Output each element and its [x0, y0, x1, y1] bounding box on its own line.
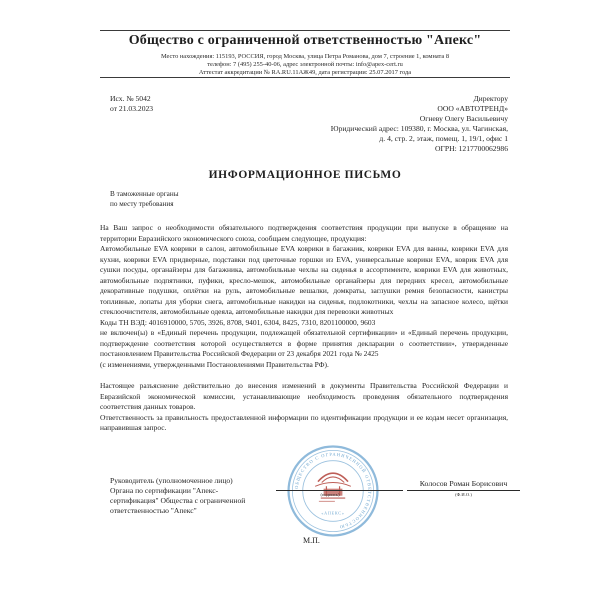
customs-note: [110, 190, 179, 209]
recipient-line: Директору: [473, 94, 508, 103]
customs-note-line: по месту требования: [110, 199, 174, 208]
signatory-name: Колосов Роман Борисович: [419, 479, 508, 488]
letter-title: ИНФОРМАЦИОННОЕ ПИСЬМО: [208, 169, 402, 181]
recipient-block: [252, 94, 508, 154]
paragraph-intro: На Ваш запрос о необходимости обязательного подтверждения соответствия продукции при выпуске в обращение на территории Евразийского экономического союза, сообщаем следующее, продукция:: [100, 223, 508, 243]
recipient-line: д. 4, стр. 2, этаж, помещ. 1, 19/1, офис 1: [379, 134, 508, 143]
recipient-line: Огневу Олегу Васильевичу: [419, 114, 508, 123]
name-line: [407, 490, 520, 491]
reference-date: от 21.03.2023: [110, 104, 154, 113]
paragraph-products: Автомобильные EVA коврики в салон, автомобильные EVA коврики в багажник, коврики EVA для ванны, коврики EVA для кухни, коврики EVA придверные, подставки под цветочные горшки из EVA, универсальные коврики EVA, коврик EVA для сушки посуды, органайзеры для багажника, автомобильные чехлы на сиденья в ассортименте, коврики EVA для животных, автомобильные подпятники, пуфики, кресло-мешок, автомобильные органайзеры для передних кресел, автомобильные декоративные подушки, оплётки на руль, автомобильные вешалки, домкраты, заглушки ремня безопасности, канистры топливные, лопаты для уборки снега, автомобильные накидки на сиденья, подлокотники, чехлы на запасное колесо, щётки стеклоочистителя, автомобильные одеяла, автомобильные накидки для перевозки животных: [100, 244, 508, 316]
signature-caption: (подпись): [320, 492, 340, 497]
recipient-line: ООО «АВТОТРЕНД»: [437, 104, 508, 113]
stamp-emblem-icon: [315, 473, 351, 501]
seal-place-mark: М.П.: [303, 536, 320, 545]
header-rule-bottom: [100, 77, 510, 78]
paragraph-amendments: (с изменениями, утвержденными Постановлениями Правительства РФ).: [100, 359, 329, 369]
org-accreditation: Аттестат аккредитации № RA.RU.11АЖ49, дата регистрации: 25.07.2017 года: [198, 69, 412, 76]
org-name: Общество с ограниченной ответственностью "Апекс": [128, 33, 482, 48]
paragraph-responsibility: Ответственность за правильность предоставленной информации по идентификации продукции и ее кодам несет организация, направившая запрос.: [100, 412, 508, 432]
stamp-bottom-text: «АПЕКС»: [321, 510, 345, 516]
recipient-line: Юридический адрес: 109380, г. Москва, ул. Чагинская,: [330, 124, 508, 133]
reference-number: Исх. № 5042: [110, 94, 151, 103]
signatory-title-line: сертификация" Общества с ограниченной: [110, 496, 246, 505]
signature-line: [276, 490, 403, 491]
signatory-title-line: Органа по сертификации "Апекс-: [110, 486, 219, 495]
paragraph-validity: Настоящее разъяснение действительно до внесения изменений в документы Правительства Российской Федерации и Евразийской экономической комиссии, устанавливающие необходимость проведения обязательного подтверждения соответствия данных товаров.: [100, 381, 508, 411]
name-caption: (Ф.И.О.): [455, 492, 472, 497]
signatory-title: [110, 476, 290, 516]
org-contacts: телефон: 7 (495) 255-40-06, адрес электронной почты: info@apex-cert.ru: [207, 61, 403, 68]
paragraph-not-included: не включен(ы) в «Единый перечень продукции, подлежащей обязательной сертификации» и «Единый перечень продукции, подтверждение соответствия которой осуществляется в форме принятия декларации о соответствии», утвержденные постановлением Правительства Российской Федерации от 23 декабря 2021 года № 2425: [100, 328, 508, 358]
letter-body: [100, 223, 508, 434]
reference-block: [110, 94, 153, 114]
codes-line: Коды ТН ВЭД: 4016910000, 5705, 3926, 8708, 9401, 6304, 8425, 7310, 8201100000, 9603: [100, 317, 376, 327]
org-location: Место нахождения: 115193, РОССИЯ, город Москва, улица Петра Романова, дом 7, строение 1, комната 8: [160, 53, 450, 60]
recipient-line: ОГРН: 1217700062986: [435, 144, 508, 153]
signatory-title-line: ответственностью "Апекс": [110, 506, 197, 515]
company-stamp: [286, 444, 380, 538]
customs-note-line: В таможенные органы: [110, 190, 179, 198]
stamp-ring-text: ОБЩЕСТВО С ОГРАНИЧЕННОЙ ОТВЕТСТВЕННОСТЬЮ: [293, 451, 373, 530]
signatory-title-line: Руководитель (уполномоченное лицо): [110, 476, 233, 485]
header-rule-top: [100, 30, 510, 31]
